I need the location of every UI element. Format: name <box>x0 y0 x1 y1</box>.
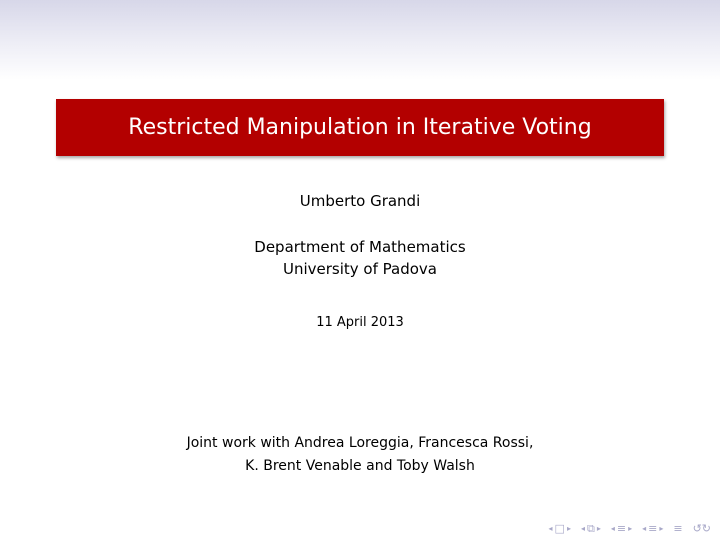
slide-next-icon[interactable]: ▸ <box>659 524 664 533</box>
slide-nav[interactable] <box>641 522 664 536</box>
subsection-nav[interactable] <box>580 522 602 536</box>
section-nav[interactable] <box>610 522 633 536</box>
section-nav-icon: ≡ <box>616 522 627 535</box>
frame-nav[interactable] <box>548 522 572 536</box>
beamer-navigation-bar <box>540 522 712 536</box>
frame-next-icon[interactable]: ▸ <box>566 524 571 533</box>
frame-prev-icon[interactable]: ◂ <box>548 524 553 533</box>
frame-nav-icon: □ <box>554 522 565 535</box>
search-nav[interactable] <box>692 522 712 536</box>
author-name: Umberto Grandi <box>299 192 421 210</box>
institution-department: Department of Mathematics <box>254 238 466 256</box>
section-next-icon[interactable]: ▸ <box>628 524 633 533</box>
header-gradient <box>0 0 720 80</box>
section-prev-icon[interactable]: ◂ <box>610 524 615 533</box>
presentation-date: 11 April 2013 <box>316 315 404 330</box>
align-icon[interactable]: ≡ <box>673 522 683 535</box>
subsection-prev-icon[interactable]: ◂ <box>580 524 585 533</box>
subsection-nav-icon: ⧉ <box>586 522 595 535</box>
slide-nav-icon: ≡ <box>648 522 658 535</box>
slide-title: Restricted Manipulation in Iterative Voting <box>128 115 592 140</box>
align-nav[interactable] <box>672 522 683 536</box>
coauthors-line-2: K. Brent Venable and Toby Walsh <box>245 458 475 474</box>
search-icon[interactable]: ↺↻ <box>692 522 711 535</box>
institution-university: University of Padova <box>283 260 437 278</box>
coauthors-line-1: Joint work with Andrea Loreggia, Francesca Rossi, <box>186 435 534 451</box>
slide-prev-icon[interactable]: ◂ <box>642 524 647 533</box>
title-banner <box>56 99 664 156</box>
subsection-next-icon[interactable]: ▸ <box>596 524 601 533</box>
